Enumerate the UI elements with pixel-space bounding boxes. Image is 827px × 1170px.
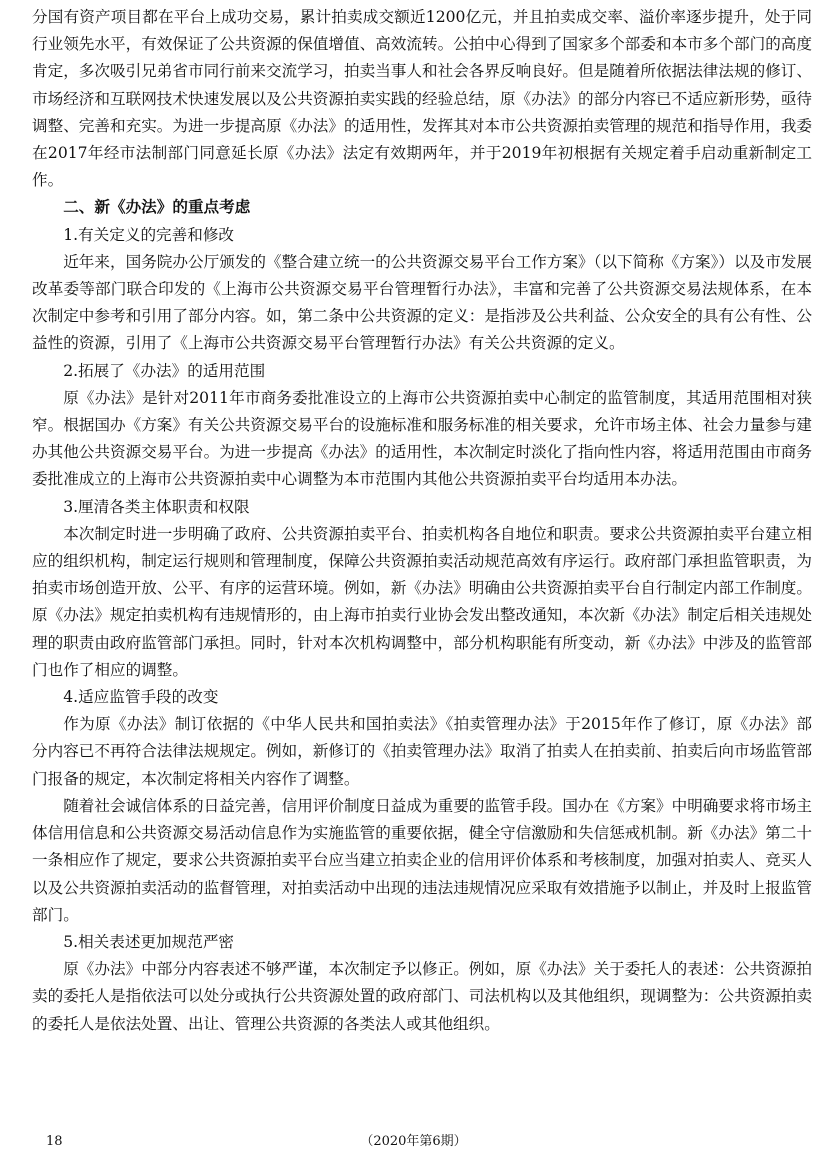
issue-label: （2020年第6期） (360, 1134, 467, 1149)
subsection-heading: 5.相关表述更加规范严密 (63, 932, 235, 951)
paragraph: 随着社会诚信体系的日益完善，信用评价制度日益成为重要的监管手段。国办在《方案》中明确要求将市场主体信用信息和公共资源交易活动信息作为实施监管的重要依据，健全守信激励和失信惩戒机制。新《办法》第二十一条相应作了规定，要求公共资源拍卖平台应当建立拍卖企业的信用评价体系和考核制度，加强对拍卖人、竞买人以及公共资源拍卖活动的监督管理，对拍卖活动中出现的违法违规情况应采取有效措施予以制止，并及时上报监管部门。 (32, 796, 812, 924)
subsection-1 (32, 222, 812, 358)
intro-paragraph: 分国有资产项目都在平台上成功交易，累计拍卖成交额近1200亿元，并且拍卖成交率、溢价率逐步提升，处于同行业领先水平，有效保证了公共资源的保值增值、高效流转。公拍中心得到了国家多个部委和本市多个部门的高度肯定，多次吸引兄弟省市同行前来交流学习，拍卖当事人和社会各界反响良好。但是随着所依据法律法规的修订、市场经济和互联网技术快速发展以及公共资源拍卖实践的经验总结，原《办法》的部分内容已不适应新形势，亟待调整、完善和充实。为进一步提高原《办法》的适用性，发挥其对本市公共资源拍卖管理的规范和指导作用，我委在2017年经市法制部门同意延长原《办法》法定有效期两年，并于2019年初根据有关规定着手启动重新制定工作。 (32, 8, 812, 190)
paragraph: 作为原《办法》制订依据的《中华人民共和国拍卖法》《拍卖管理办法》于2015年作了修订，原《办法》部分内容已不再符合法律法规规定。例如，新修订的《拍卖管理办法》取消了拍卖人在拍卖前、拍卖后向市场监管部门报备的规定，本次制定将相关内容作了调整。 (32, 715, 812, 788)
paragraph: 原《办法》是针对2011年市商务委批准设立的上海市公共资源拍卖中心制定的监管制度，其适用范围相对狭窄。根据国办《方案》有关公共资源交易平台的设施标准和服务标准的相关要求，允许市场主体、社会力量参与建办其他公共资源交易平台。为进一步提高《办法》的适用性，本次制定时淡化了指向性内容，将适用范围由市商务委批准成立的上海市公共资源拍卖中心调整为本市范围内其他公共资源拍卖平台均适用本办法。 (32, 388, 812, 489)
page-number: 18 (46, 1134, 63, 1149)
section-heading: 二、新《办法》的重点考虑 (63, 198, 251, 217)
document-body (32, 4, 812, 1038)
paragraph: 近年来，国务院办公厅颁发的《整合建立统一的公共资源交易平台工作方案》（以下简称《方案》）以及市发展改革委等部门联合印发的《上海市公共资源交易平台管理暂行办法》，丰富和完善了公共资源交易法规体系，在本次制定中参考和引用了部分内容。如，第二条中公共资源的定义：是指涉及公共利益、公众安全的具有公有性、公益性的资源，引用了《上海市公共资源交易平台管理暂行办法》有关公共资源的定义。 (32, 252, 812, 353)
subsection-2 (32, 358, 812, 494)
paragraph: 原《办法》中部分内容表述不够严谨，本次制定予以修正。例如，原《办法》关于委托人的表述：公共资源拍卖的委托人是指依法可以处分或执行公共资源处置的政府部门、司法机构以及其他组织，现调整为：公共资源拍卖的委托人是依法处置、出让、管理公共资源的各类法人或其他组织。 (32, 960, 812, 1033)
subsection-heading: 3.厘清各类主体职责和权限 (63, 497, 250, 516)
paragraph: 本次制定时进一步明确了政府、公共资源拍卖平台、拍卖机构各自地位和职责。要求公共资源拍卖平台建立相应的组织机构，制定运行规则和管理制度，保障公共资源拍卖活动规范高效有序运行。政府部门承担监管职责，为拍卖市场创造开放、公平、有序的运营环境。例如，新《办法》明确由公共资源拍卖平台自行制定内部工作制度。原《办法》规定拍卖机构有违规情形的，由上海市拍卖行业协会发出整改通知，本次新《办法》制定后相关违规处理的职责由政府监管部门承担。同时，针对本次机构调整中，部分机构职能有所变动，新《办法》中涉及的监管部门也作了相应的调整。 (32, 524, 812, 679)
subsection-heading: 1.有关定义的完善和修改 (63, 225, 235, 244)
subsection-heading: 4.适应监管手段的改变 (63, 688, 219, 707)
subsection-3 (32, 494, 812, 684)
subsection-5 (32, 929, 812, 1038)
subsection-heading: 2.拓展了《办法》的适用范围 (63, 361, 266, 380)
subsection-4 (32, 684, 812, 929)
